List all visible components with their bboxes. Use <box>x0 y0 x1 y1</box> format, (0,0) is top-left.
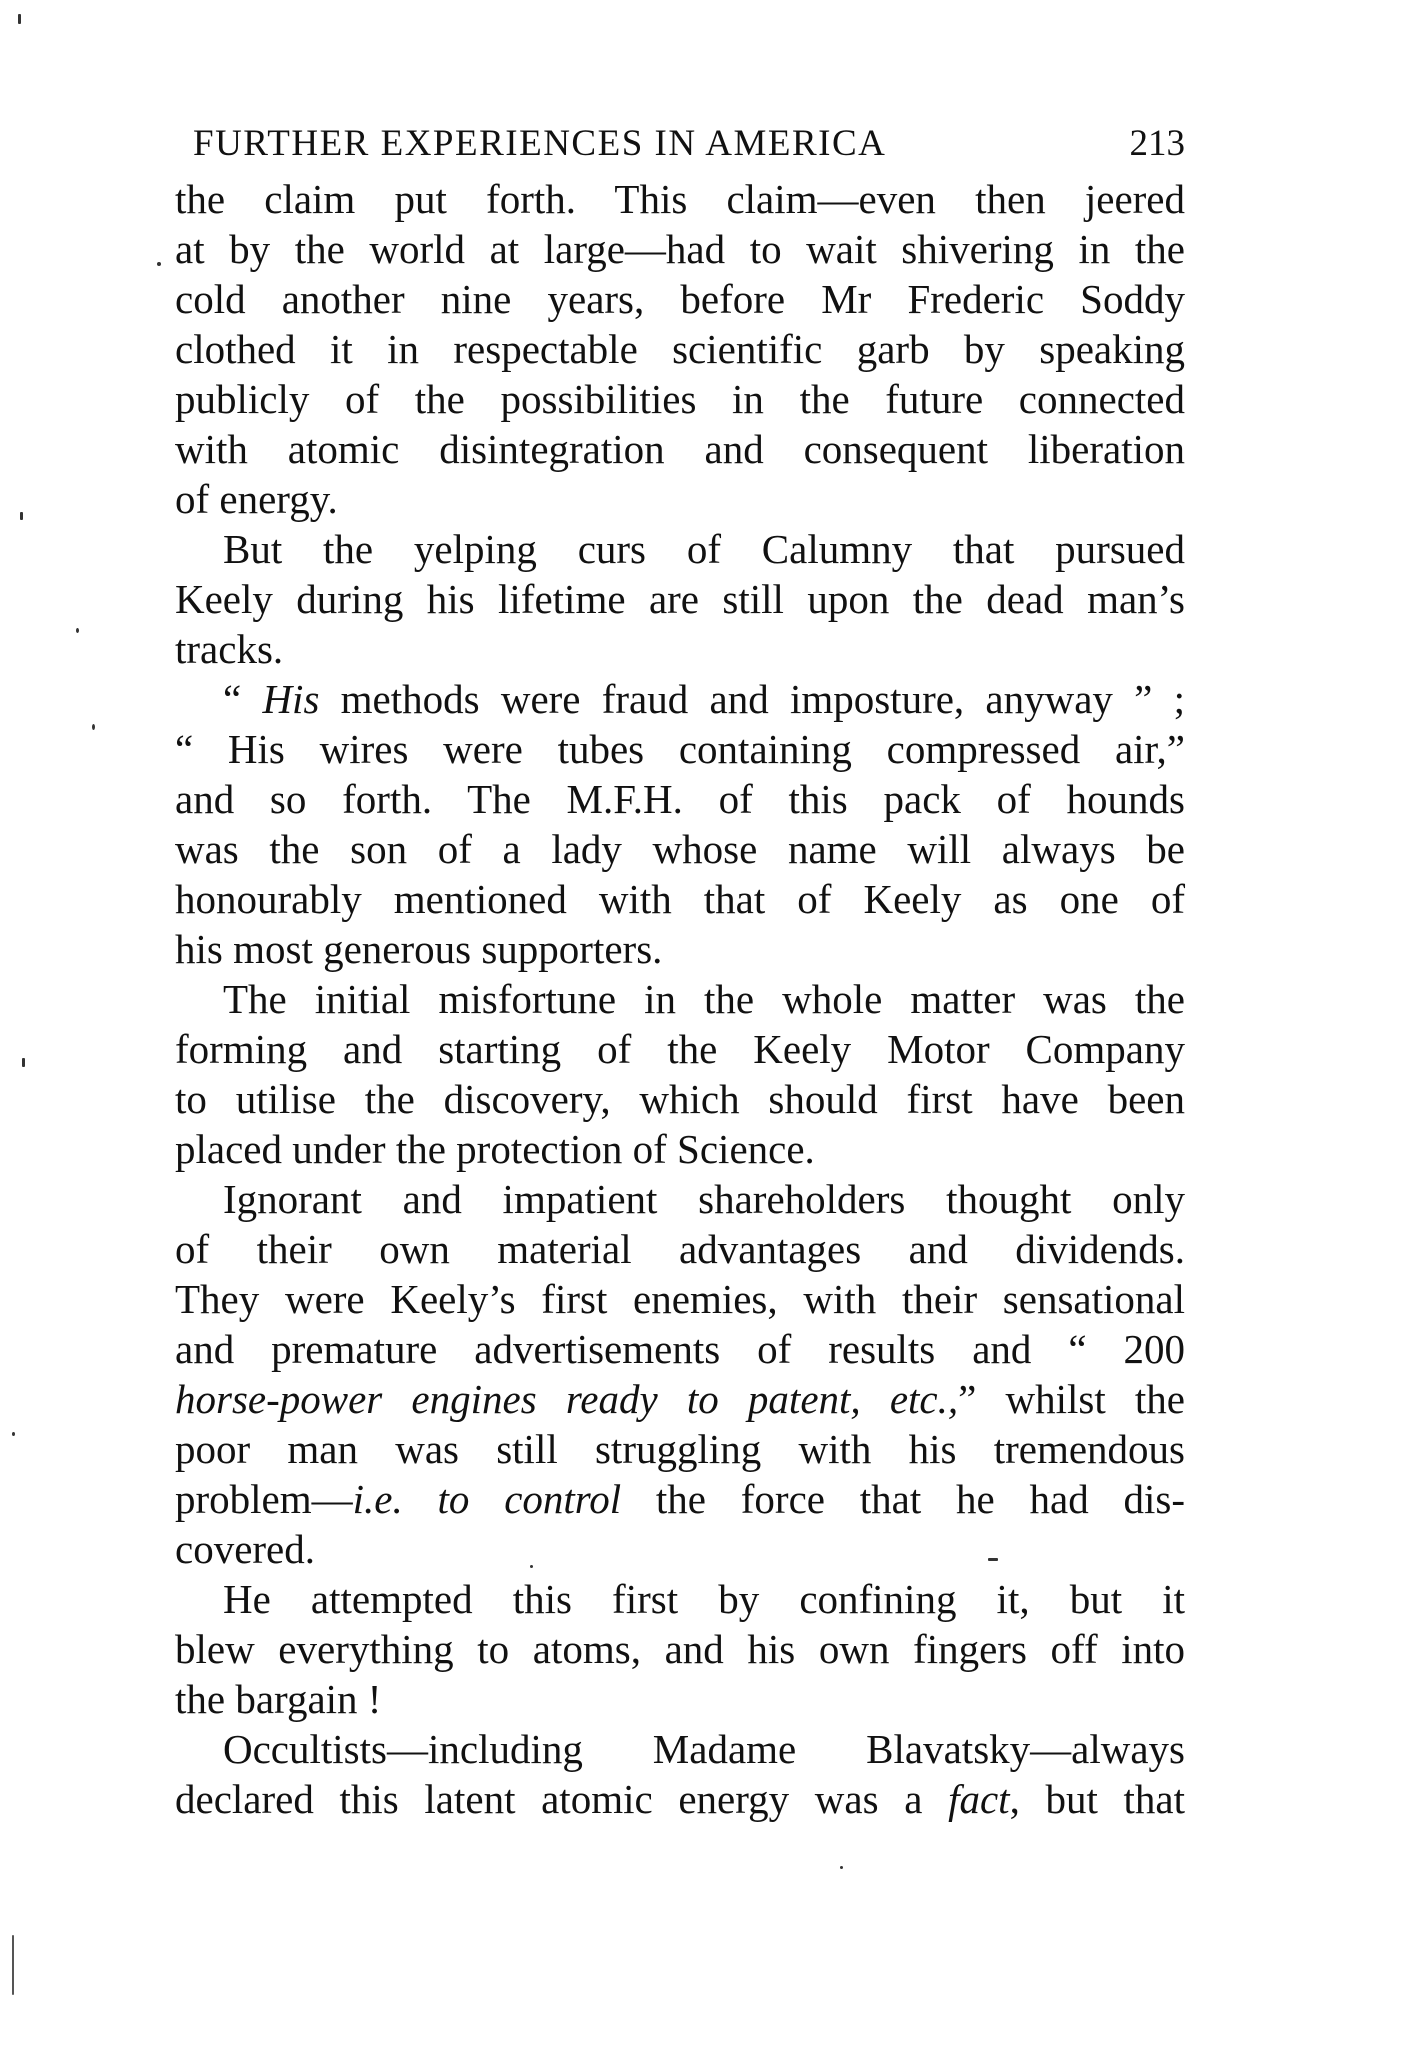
italic-his: His <box>262 676 320 722</box>
text-line: was the son of a lady whose name will always be <box>175 826 1185 872</box>
text-line <box>175 1374 1185 1424</box>
text-line: cold another nine years, before Mr Frederic Soddy <box>175 276 1185 322</box>
text-line: of energy. <box>175 476 338 522</box>
scan-speck <box>76 628 79 633</box>
scan-speck <box>20 512 23 520</box>
text-line: But the yelping curs of Calumny that pursued <box>223 526 1185 572</box>
open-quote: “ <box>223 676 263 722</box>
text-line: honourably mentioned with that of Keely as one of <box>175 876 1185 922</box>
scan-speck <box>12 1432 15 1436</box>
paragraph-1 <box>175 174 1185 524</box>
scan-speck <box>22 1058 25 1067</box>
text-line: They were Keely’s first enemies, with their sensational <box>175 1276 1185 1322</box>
text-line: The initial misfortune in the whole matter was the <box>223 976 1185 1022</box>
scan-speck <box>530 1565 533 1568</box>
book-page <box>175 118 1185 1824</box>
scan-speck <box>18 14 21 24</box>
running-head <box>175 118 1185 170</box>
paragraph-7 <box>175 1724 1185 1824</box>
paragraph-4 <box>175 974 1185 1174</box>
text-line: at by the world at large—had to wait shivering in the <box>175 226 1185 272</box>
paragraph-2 <box>175 524 1185 674</box>
scan-speck <box>157 262 161 266</box>
text-line <box>175 674 1185 724</box>
paragraph-5 <box>175 1174 1185 1574</box>
italic-run: i.e. to control <box>352 1476 622 1522</box>
text-line: forming and starting of the Keely Motor Company <box>175 1026 1185 1072</box>
paragraph-3 <box>175 674 1185 974</box>
scan-speck <box>840 1866 843 1869</box>
text-line <box>175 1774 1185 1824</box>
text-line: and so forth. The M.F.H. of this pack of hounds <box>175 776 1185 822</box>
text-line: blew everything to atoms, and his own fingers off into <box>175 1626 1185 1672</box>
italic-run: horse-power engines ready to patent, etc., <box>175 1376 959 1422</box>
text-line: of their own material advantages and dividends. <box>175 1226 1185 1272</box>
text-line: his most generous supporters. <box>175 926 663 972</box>
text-line: publicly of the possibilities in the future connected <box>175 376 1185 422</box>
scan-speck <box>988 1558 998 1561</box>
text-line: Keely during his lifetime are still upon the dead man’s <box>175 576 1185 622</box>
text-line: the claim put forth. This claim—even then jeered <box>175 176 1185 222</box>
text-line: covered. <box>175 1526 315 1572</box>
text-line: placed under the protection of Science. <box>175 1126 815 1172</box>
text-run: the force that he had dis- <box>621 1476 1185 1522</box>
text-line <box>175 1474 1185 1524</box>
text-line: poor man was still struggling with his tremendous <box>175 1426 1185 1472</box>
text-line: to utilise the discovery, which should first have been <box>175 1076 1185 1122</box>
scan-speck <box>92 724 95 730</box>
text-run: ” whilst the <box>958 1376 1185 1422</box>
text-line: Occultists—including Madame Blavatsky—always <box>223 1726 1185 1772</box>
text-line: clothed it in respectable scientific garb by speaking <box>175 326 1185 372</box>
text-line: the bargain ! <box>175 1676 382 1722</box>
text-line: He attempted this first by confining it, but it <box>223 1576 1185 1622</box>
paragraph-6 <box>175 1574 1185 1724</box>
text-line: tracks. <box>175 626 284 672</box>
text-run: declared this latent atomic energy was a <box>175 1776 949 1822</box>
text-line: Ignorant and impatient shareholders thought only <box>223 1176 1185 1222</box>
text-line: and premature advertisements of results and “ 200 <box>175 1326 1185 1372</box>
text-line: “ His wires were tubes containing compressed air,” <box>175 726 1185 772</box>
text-run: methods were fraud and imposture, anyway ” ; <box>319 676 1185 722</box>
text-run: problem— <box>175 1476 353 1522</box>
running-head-title: FURTHER EXPERIENCES IN AMERICA <box>193 123 887 164</box>
text-run: , but that <box>1009 1776 1185 1822</box>
text-line: with atomic disintegration and consequent liberation <box>175 426 1185 472</box>
italic-fact: fact <box>948 1776 1010 1822</box>
page-number: 213 <box>1129 123 1185 164</box>
scan-speck <box>12 1935 14 1995</box>
